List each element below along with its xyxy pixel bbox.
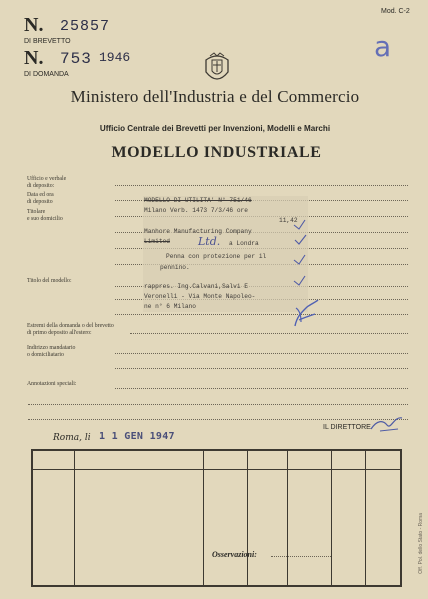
rule-line bbox=[130, 333, 408, 334]
rule-line bbox=[115, 368, 408, 369]
field-ufficio: Ufficio e verbale di deposito: bbox=[27, 176, 67, 189]
ledger-grid bbox=[31, 449, 402, 587]
typed-line-2b: 11,42 bbox=[279, 217, 298, 224]
grid-column-line bbox=[365, 451, 366, 585]
domanda-number: 753 bbox=[60, 50, 92, 68]
no-label-1: N. bbox=[24, 14, 44, 36]
rule-line bbox=[271, 556, 331, 557]
typed-line-9: ne n° 6 Milano bbox=[144, 303, 196, 310]
brevetto-number: 25857 bbox=[60, 18, 111, 35]
rule-line bbox=[115, 314, 408, 315]
field-annotazioni: Annotazioni speciali: bbox=[27, 381, 77, 387]
form-title: MODELLO INDUSTRIALE bbox=[111, 144, 322, 161]
typed-line-1: MODELLO DI UTILITA' N° 751/46 bbox=[144, 197, 252, 204]
field-data: Data ed ora di deposito bbox=[27, 192, 54, 205]
date-stamp: 1 1 GEN 1947 bbox=[99, 431, 175, 442]
rule-line bbox=[28, 404, 408, 405]
grid-divider bbox=[33, 469, 400, 470]
grid-column-line bbox=[203, 451, 204, 585]
typed-line-7: rappres. Ing.Calvani,Salvi E bbox=[144, 283, 248, 290]
grid-column-line bbox=[74, 451, 75, 585]
rule-line bbox=[115, 388, 408, 389]
di-brevetto-label: DI BREVETTO bbox=[24, 38, 71, 45]
grid-column-line bbox=[287, 451, 288, 585]
field-estremi: Estremi della domanda o del brevetto di primo deposito all'estero: bbox=[27, 323, 114, 336]
typed-line-4b: Ltd. bbox=[198, 235, 221, 248]
roma-label: Roma, li bbox=[53, 433, 91, 443]
handwritten-mark-icon bbox=[287, 296, 323, 334]
coat-of-arms-icon bbox=[202, 52, 232, 86]
osservazioni-label: Osservazioni: bbox=[212, 550, 257, 559]
ministry-title: Ministero dell'Industria e del Commercio bbox=[70, 87, 360, 106]
office-title: Ufficio Centrale dei Brevetti per Invenzioni, Modelli e Marchi bbox=[99, 124, 331, 133]
field-titolare: Titolare e suo domicilio bbox=[27, 209, 63, 222]
field-indirizzo: Indirizzo mandatario o domiciliatario bbox=[27, 345, 76, 358]
check-marks-icon bbox=[291, 217, 315, 297]
direttore-label: IL DIRETTORE bbox=[323, 424, 371, 431]
director-signature-icon bbox=[367, 412, 407, 436]
no-label-2: N. bbox=[24, 47, 44, 69]
corner-mark: a bbox=[374, 30, 392, 63]
di-domanda-label: DI DOMANDA bbox=[24, 71, 69, 78]
typed-line-4a: Limited bbox=[144, 238, 170, 245]
grid-column-line bbox=[247, 451, 248, 585]
typed-line-6: pennino. bbox=[160, 264, 190, 271]
mod-label: Mod. C-2 bbox=[381, 8, 410, 15]
typed-line-8: Veronelli - Via Monte Napoleo- bbox=[144, 293, 256, 300]
typed-line-5: Penna con protezione per il bbox=[166, 253, 267, 260]
rule-line bbox=[115, 353, 408, 354]
domanda-year: 1946 bbox=[99, 50, 131, 65]
field-titolo: Titolo del modello: bbox=[27, 278, 72, 284]
rule-line bbox=[28, 419, 408, 420]
typed-line-3: Manhore Manufacturing Company bbox=[144, 228, 252, 235]
side-print-label: Off. Pol. dello Stato - Roma bbox=[418, 513, 424, 574]
typed-line-2: Milano Verb. 1473 7/3/46 ore bbox=[144, 207, 248, 214]
rule-line bbox=[115, 185, 408, 186]
typed-line-4c: a Londra bbox=[229, 240, 259, 247]
grid-column-line bbox=[331, 451, 332, 585]
